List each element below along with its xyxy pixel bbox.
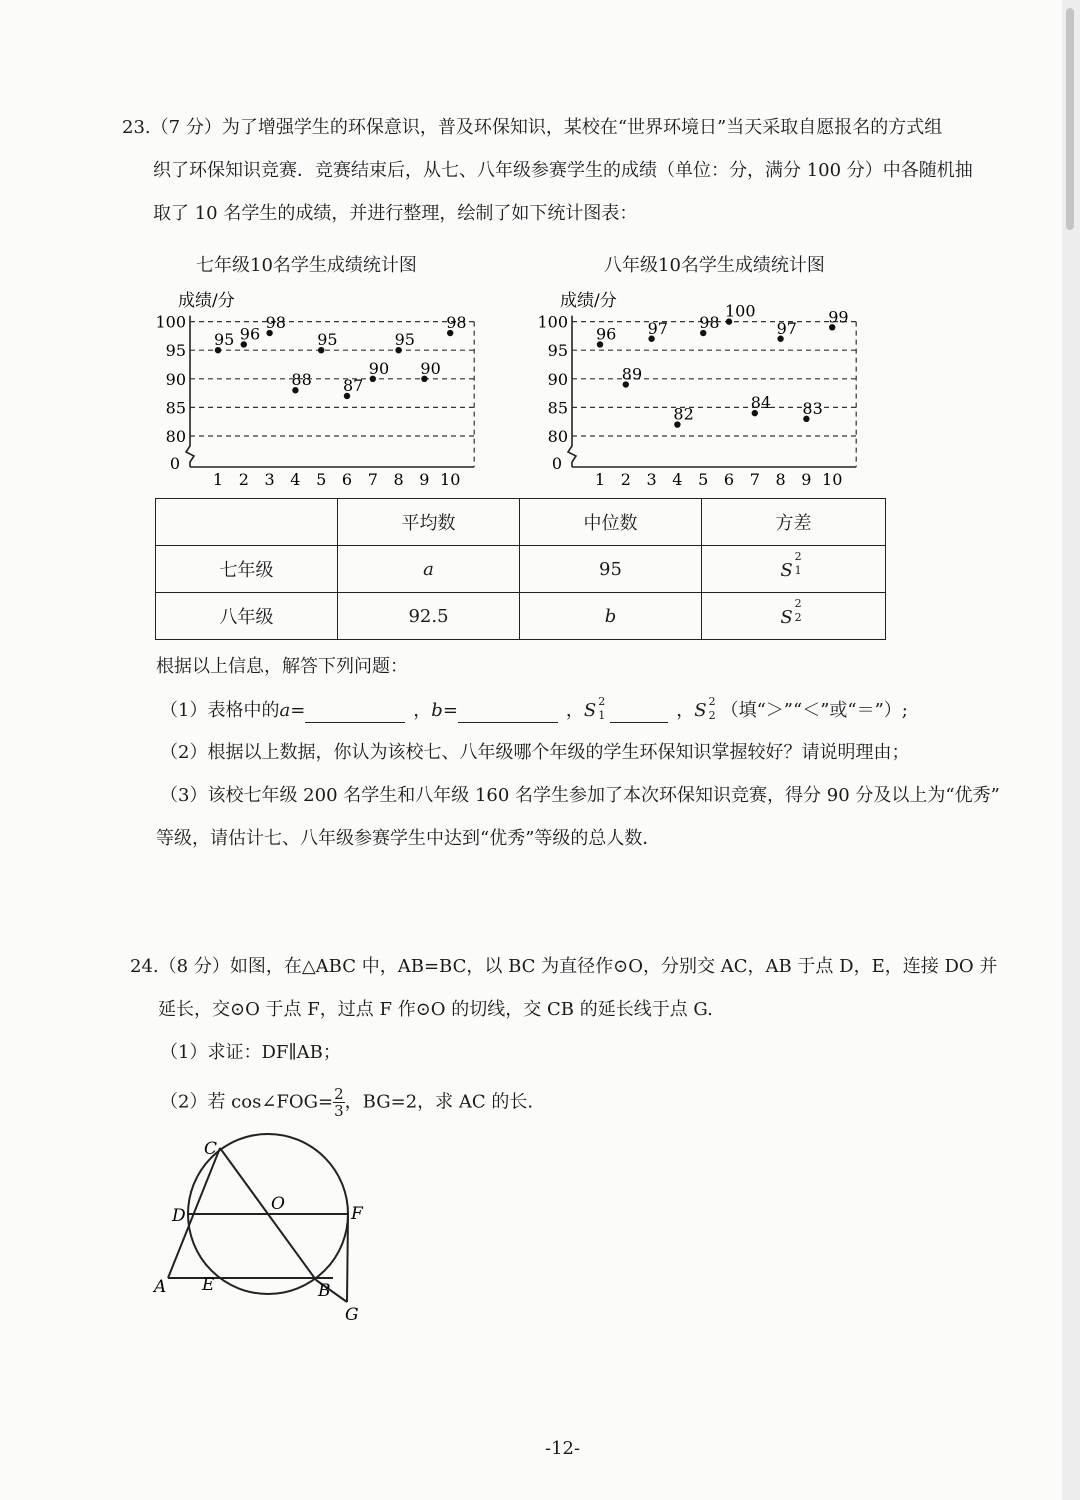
answer-blank-a[interactable] <box>305 704 405 723</box>
x-tick-label: 6 <box>723 470 735 489</box>
data-label: 98 <box>265 313 286 333</box>
data-label: 100 <box>725 301 756 321</box>
part1-s1: S <box>583 700 597 721</box>
data-label: 98 <box>446 313 467 333</box>
fraction-numerator: 2 <box>334 1085 344 1103</box>
stats-table <box>155 498 886 640</box>
y-tick-label: 95 <box>165 341 186 361</box>
table-header-cell: 平均数 <box>338 499 520 546</box>
q23-part1 <box>160 695 908 723</box>
data-label: 96 <box>239 324 261 344</box>
variance-sup: 2 <box>794 549 802 563</box>
part1-a: a <box>279 700 291 721</box>
table-row <box>156 593 886 640</box>
x-tick-label: 6 <box>341 470 353 489</box>
x-tick-label: 8 <box>775 470 786 489</box>
data-label: 97 <box>776 318 797 338</box>
q23-line2: 织了环保知识竞赛．竞赛结束后，从七、八年级参赛学生的成绩（单位：分，满分 100 分）中各随机抽 <box>153 160 973 181</box>
data-label: 89 <box>621 364 643 384</box>
label-e: E <box>202 1275 215 1295</box>
answer-blank-compare[interactable] <box>610 704 668 723</box>
part1-comma: ， <box>676 700 695 721</box>
x-tick-label: 9 <box>419 470 430 489</box>
grade8-scatter-chart <box>532 282 872 492</box>
table-header-cell: 方差 <box>702 499 886 546</box>
part1-suffix: （填“＞”“＜”或“＝”）; <box>720 700 908 721</box>
y-tick-label: 85 <box>547 398 568 418</box>
q24-points: （8 分） <box>158 956 230 977</box>
s2-sup: 2 <box>708 695 716 708</box>
variance-sub: 2 <box>794 610 802 624</box>
table-cell-median: 95 <box>520 546 702 593</box>
s1-sub: 1 <box>598 709 606 722</box>
x-tick-label: 7 <box>749 470 760 489</box>
q23-line1 <box>122 116 942 140</box>
y-tick-label: 90 <box>165 369 186 389</box>
label-o: O <box>271 1194 285 1214</box>
data-label: 97 <box>647 318 668 338</box>
q23-intro: 根据以上信息，解答下列问题： <box>156 656 408 677</box>
x-tick-label: 9 <box>801 470 812 489</box>
y-tick-label: 90 <box>547 369 568 389</box>
y-tick-label: 0 <box>551 454 562 473</box>
q23-text-line1: 为了增强学生的环保意识，普及环保知识，某校在“世界环境日”当天采取自愿报名的方式组 <box>221 117 943 138</box>
q23-part3-line2: 等级，请估计七、八年级参赛学生中达到“优秀”等级的总人数． <box>156 828 661 849</box>
data-label: 88 <box>291 370 312 390</box>
q24-part1: （1）求证：DF∥AB； <box>160 1042 341 1063</box>
q24-number: 24. <box>130 956 159 977</box>
part1-comma: ， <box>413 700 432 721</box>
part1-eq: = <box>442 700 458 721</box>
table-cell-median: b <box>520 593 702 640</box>
part2-prefix: （2）若 cos∠FOG= <box>160 1091 334 1113</box>
part1-s2: S <box>694 700 707 721</box>
data-label: 84 <box>750 393 772 413</box>
x-tick-label: 5 <box>316 470 327 489</box>
data-label: 95 <box>214 330 235 350</box>
scrollbar-thumb[interactable] <box>1066 8 1074 230</box>
data-label: 82 <box>673 404 694 424</box>
y-axis-line <box>568 316 576 467</box>
data-label: 96 <box>596 324 617 344</box>
data-label: 87 <box>343 375 364 395</box>
table-cell-grade: 八年级 <box>156 593 338 640</box>
part2-suffix: ，BG=2，求 AC 的长. <box>344 1091 534 1113</box>
chart7-title: 七年级10名学生成绩统计图 <box>196 255 417 276</box>
table-cell-variance <box>702 546 886 593</box>
x-tick-label: 10 <box>822 470 843 489</box>
q23-number: 23. <box>122 117 151 138</box>
y-tick-label: 80 <box>165 427 186 446</box>
part1-prefix: （1）表格中的 <box>160 700 280 721</box>
answer-blank-b[interactable] <box>458 704 558 723</box>
variance-sub: 1 <box>794 563 802 577</box>
s2-sub: 2 <box>708 709 716 722</box>
x-tick-label: 8 <box>393 470 404 489</box>
x-tick-label: 4 <box>290 470 301 489</box>
q23-part3-line1: （3）该校七年级 200 名学生和八年级 160 名学生参加了本次环保知识竞赛，得分 90 分及以上为“优秀” <box>160 785 1000 806</box>
data-label: 90 <box>420 358 441 378</box>
data-label: 95 <box>317 330 338 350</box>
x-tick-label: 1 <box>594 470 606 489</box>
q23-line3: 取了 10 名学生的成绩，并进行整理，绘制了如下统计图表： <box>153 203 638 224</box>
table-header-cell: 中位数 <box>520 499 702 546</box>
table-header-row <box>156 499 886 546</box>
page-number: -12- <box>545 1438 581 1459</box>
data-label: 90 <box>368 358 390 378</box>
data-label: 98 <box>699 313 720 333</box>
q23-points: （7 分） <box>150 117 222 138</box>
y-tick-label: 100 <box>155 312 186 332</box>
q24-part2 <box>160 1086 533 1119</box>
x-tick-label: 2 <box>238 470 249 489</box>
q23-part2: （2）根据以上数据，你认为该校七、八年级哪个年级的学生环保知识掌握较好？请说明理由； <box>160 742 910 763</box>
y-axis-label: 成绩/分 <box>178 291 235 311</box>
variance-symbol: S <box>780 606 793 628</box>
x-tick-label: 10 <box>440 470 461 489</box>
y-axis-line <box>186 316 194 467</box>
data-label: 99 <box>828 307 849 327</box>
label-a: A <box>154 1277 167 1297</box>
y-tick-label: 95 <box>547 341 568 361</box>
fraction <box>333 1086 345 1119</box>
q24-line2: 延长，交⊙O 于点 F，过点 F 作⊙O 的切线，交 CB 的延长线于点 G. <box>158 999 713 1020</box>
geometry-figure <box>140 1130 380 1330</box>
x-tick-label: 7 <box>367 470 378 489</box>
data-label: 95 <box>394 330 415 350</box>
x-tick-label: 4 <box>672 470 683 489</box>
y-tick-label: 100 <box>537 312 568 332</box>
grade7-scatter-chart <box>150 282 490 492</box>
data-label: 83 <box>802 398 823 418</box>
part1-comma: ， <box>565 700 584 721</box>
q24-text-line1: 如图，在△ABC 中，AB=BC，以 BC 为直径作⊙O，分别交 AC，AB 于点 D，E，连接 DO 并 <box>229 956 998 977</box>
table-cell-mean: 92.5 <box>338 593 520 640</box>
y-tick-label: 80 <box>547 427 568 446</box>
y-tick-label: 85 <box>165 398 186 418</box>
x-tick-label: 3 <box>264 470 275 489</box>
table-cell-grade: 七年级 <box>156 546 338 593</box>
x-tick-label: 5 <box>698 470 709 489</box>
table-header-cell <box>156 499 338 546</box>
label-d: D <box>172 1206 186 1226</box>
tangent-fg <box>347 1214 348 1302</box>
table-row <box>156 546 886 593</box>
q24-line1 <box>130 955 997 979</box>
y-tick-label: 0 <box>169 454 180 473</box>
part1-eq: = <box>290 700 306 721</box>
x-tick-label: 1 <box>212 470 224 489</box>
label-f: F <box>351 1204 363 1224</box>
y-axis-label: 成绩/分 <box>560 291 617 311</box>
variance-symbol: S <box>780 559 793 581</box>
fraction-denominator: 3 <box>334 1102 344 1120</box>
label-b: B <box>318 1281 331 1301</box>
table-cell-variance <box>702 593 886 640</box>
table-cell-mean: a <box>338 546 520 593</box>
part1-b: b <box>431 700 443 721</box>
chart8-title: 八年级10名学生成绩统计图 <box>604 255 825 276</box>
label-g: G <box>345 1305 359 1325</box>
x-tick-label: 3 <box>646 470 657 489</box>
variance-sup: 2 <box>794 596 802 610</box>
s1-sup: 2 <box>598 695 606 708</box>
label-c: C <box>204 1139 218 1159</box>
x-tick-label: 2 <box>620 470 631 489</box>
